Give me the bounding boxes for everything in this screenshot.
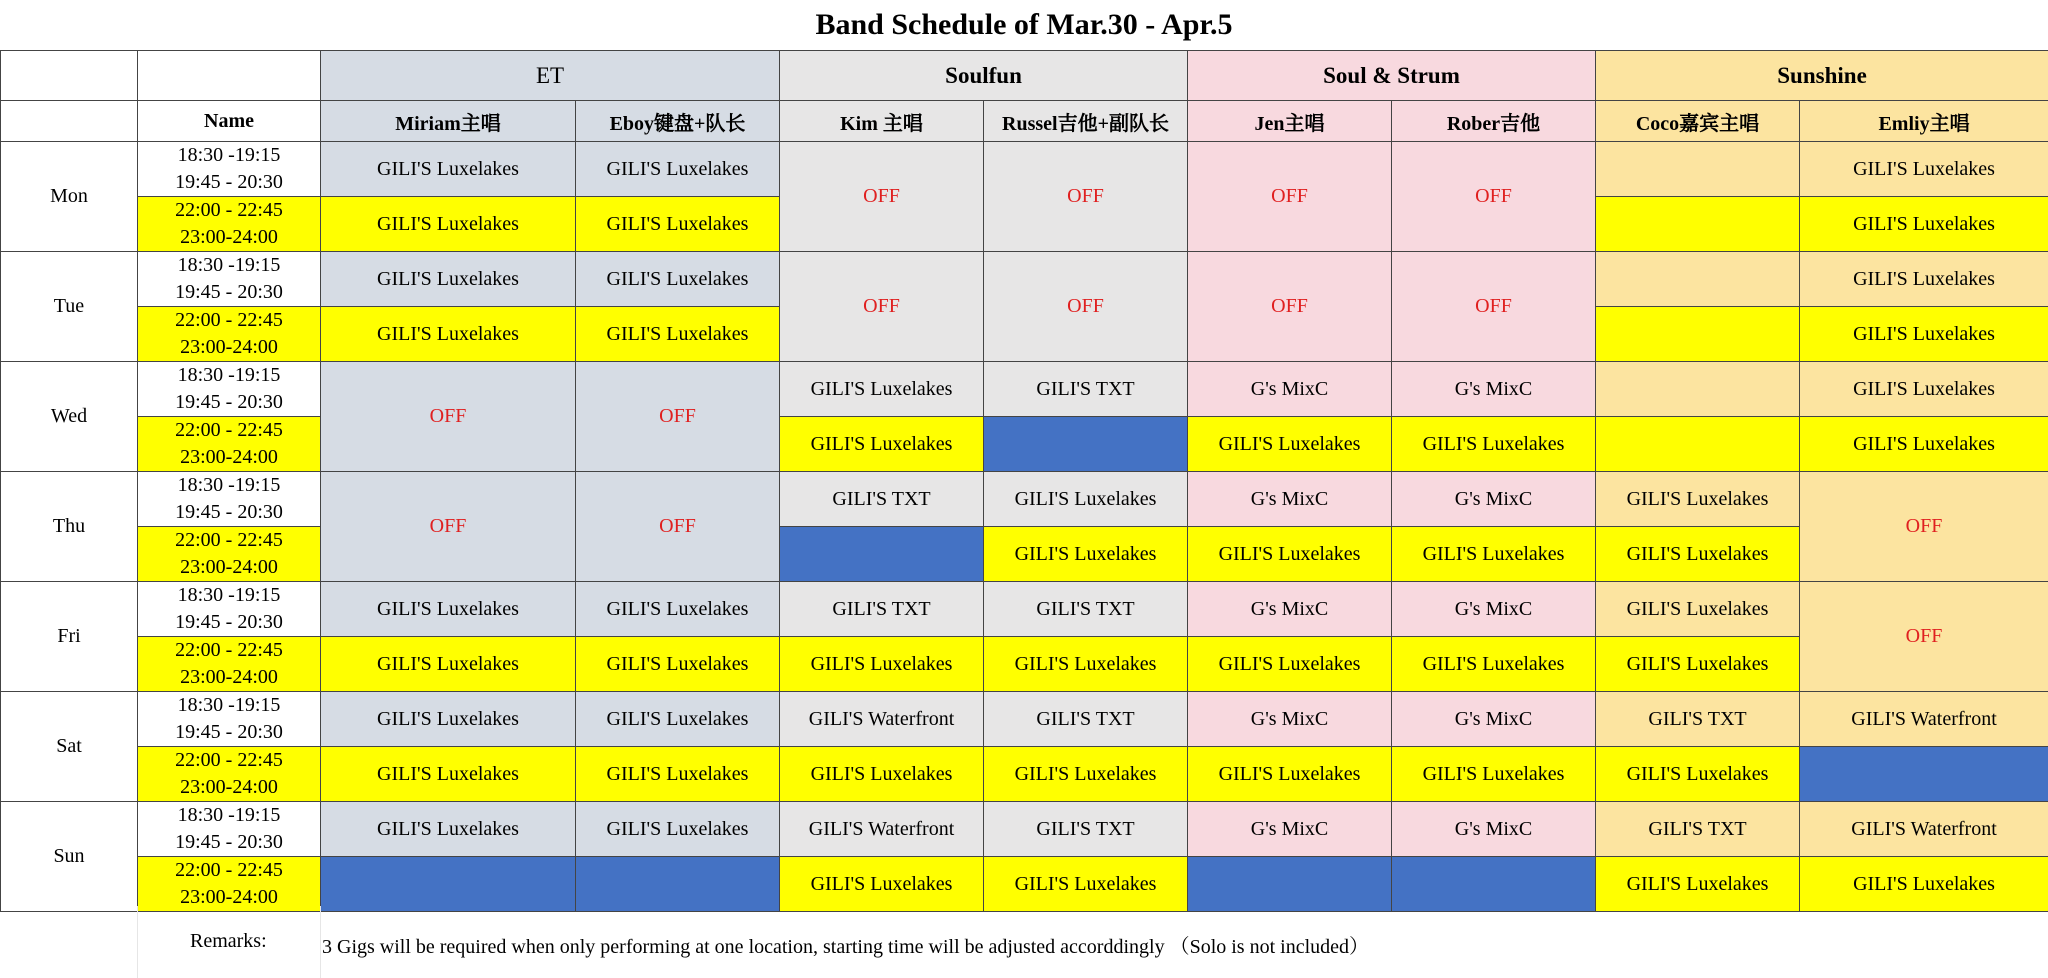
day-label: Sat [1, 692, 138, 802]
empty-slot-cell [1188, 857, 1392, 912]
schedule-row [1, 252, 2048, 307]
gig-cell: GILI'S Luxelakes [1596, 527, 1800, 582]
time-range: 23:00-24:00 [180, 886, 278, 908]
time-range: 23:00-24:00 [180, 226, 278, 248]
gig-cell: GILI'S Luxelakes [321, 692, 576, 747]
empty-slot-cell [1596, 197, 1800, 252]
gig-cell: G's MixC [1188, 582, 1392, 637]
time-slot [138, 582, 321, 637]
time-range: 18:30 -19:15 [177, 584, 281, 606]
time-slot [138, 692, 321, 747]
gig-cell: GILI'S Luxelakes [984, 637, 1188, 692]
gig-cell: GILI'S Luxelakes [1800, 197, 2048, 252]
day-label: Tue [1, 252, 138, 362]
gig-cell: GILI'S Luxelakes [321, 307, 576, 362]
gig-cell: GILI'S Luxelakes [576, 307, 780, 362]
page-title: Band Schedule of Mar.30 - Apr.5 [0, 0, 2048, 51]
gig-cell: GILI'S Luxelakes [780, 417, 984, 472]
member-header: Russel吉他+副队长 [984, 101, 1188, 142]
schedule-row [1, 802, 2048, 857]
band-header-soul-strum: Soul & Strum [1188, 51, 1596, 101]
off-cell: OFF [1188, 142, 1392, 252]
gig-cell: GILI'S Luxelakes [780, 637, 984, 692]
time-range: 19:45 - 20:30 [175, 831, 283, 853]
gig-cell: GILI'S Luxelakes [1596, 747, 1800, 802]
gig-cell: GILI'S TXT [1596, 692, 1800, 747]
time-range: 22:00 - 22:45 [175, 639, 283, 661]
member-header: Miriam主唱 [321, 101, 576, 142]
time-range: 23:00-24:00 [180, 336, 278, 358]
time-range: 18:30 -19:15 [177, 144, 281, 166]
gig-cell: GILI'S Luxelakes [576, 747, 780, 802]
off-cell: OFF [1800, 582, 2048, 692]
off-cell: OFF [1188, 252, 1392, 362]
gig-cell: GILI'S Waterfront [780, 692, 984, 747]
gig-cell: GILI'S Luxelakes [321, 197, 576, 252]
off-cell: OFF [984, 142, 1188, 252]
empty-slot-cell [1596, 142, 1800, 197]
gig-cell: GILI'S TXT [780, 472, 984, 527]
time-range: 22:00 - 22:45 [175, 529, 283, 551]
day-label: Fri [1, 582, 138, 692]
off-cell: OFF [321, 362, 576, 472]
member-header: Jen主唱 [1188, 101, 1392, 142]
day-label: Thu [1, 472, 138, 582]
schedule-table [0, 50, 2048, 912]
empty-slot-cell [1392, 857, 1596, 912]
gig-cell: GILI'S TXT [984, 582, 1188, 637]
gig-cell: GILI'S Luxelakes [576, 802, 780, 857]
time-range: 18:30 -19:15 [177, 694, 281, 716]
gig-cell: GILI'S Waterfront [1800, 692, 2048, 747]
gig-cell: GILI'S TXT [780, 582, 984, 637]
time-slot [138, 197, 321, 252]
off-cell: OFF [780, 252, 984, 362]
schedule-row [1, 637, 2048, 692]
gig-cell: GILI'S Luxelakes [321, 582, 576, 637]
schedule-row [1, 362, 2048, 417]
gig-cell: GILI'S Luxelakes [576, 582, 780, 637]
remarks-text: 3 Gigs will be required when only performing at one location, starting time will be adjusted accorddingly （Solo is not included） [322, 936, 1370, 958]
member-header-row [1, 101, 2048, 142]
gig-cell: GILI'S TXT [984, 362, 1188, 417]
gig-cell: GILI'S Luxelakes [1596, 637, 1800, 692]
gig-cell: GILI'S Luxelakes [576, 692, 780, 747]
gig-cell: GILI'S Luxelakes [780, 857, 984, 912]
gig-cell: GILI'S Luxelakes [576, 252, 780, 307]
gig-cell: GILI'S Luxelakes [984, 747, 1188, 802]
gig-cell: GILI'S Luxelakes [576, 637, 780, 692]
off-cell: OFF [1392, 252, 1596, 362]
gig-cell: GILI'S Luxelakes [576, 197, 780, 252]
time-range: 19:45 - 20:30 [175, 281, 283, 303]
schedule-row [1, 417, 2048, 472]
gig-cell: G's MixC [1392, 362, 1596, 417]
gig-cell: GILI'S Luxelakes [1392, 527, 1596, 582]
time-range: 19:45 - 20:30 [175, 171, 283, 193]
time-range: 22:00 - 22:45 [175, 749, 283, 771]
gig-cell: G's MixC [1188, 362, 1392, 417]
gig-cell: GILI'S Luxelakes [1800, 252, 2048, 307]
gig-cell: GILI'S Waterfront [1800, 802, 2048, 857]
time-range: 18:30 -19:15 [177, 474, 281, 496]
gig-cell: GILI'S Luxelakes [321, 637, 576, 692]
gig-cell: GILI'S Luxelakes [1188, 637, 1392, 692]
time-range: 19:45 - 20:30 [175, 721, 283, 743]
gig-cell: GILI'S Luxelakes [984, 472, 1188, 527]
corner-cell [1, 51, 138, 101]
band-header-et: ET [321, 51, 780, 101]
time-range: 23:00-24:00 [180, 776, 278, 798]
time-range: 23:00-24:00 [180, 446, 278, 468]
band-header-row [1, 51, 2048, 101]
time-range: 22:00 - 22:45 [175, 199, 283, 221]
gig-cell: GILI'S Luxelakes [321, 142, 576, 197]
empty-slot-cell [1596, 252, 1800, 307]
gig-cell: G's MixC [1188, 472, 1392, 527]
gig-cell: GILI'S Luxelakes [1188, 527, 1392, 582]
gig-cell: GILI'S TXT [984, 802, 1188, 857]
time-slot [138, 747, 321, 802]
time-slot [138, 857, 321, 912]
gig-cell: GILI'S Luxelakes [1596, 472, 1800, 527]
time-slot [138, 142, 321, 197]
schedule-row [1, 747, 2048, 802]
empty-slot-cell [1596, 417, 1800, 472]
day-label: Mon [1, 142, 138, 252]
off-cell: OFF [576, 472, 780, 582]
gig-cell: GILI'S Luxelakes [1800, 857, 2048, 912]
time-range: 19:45 - 20:30 [175, 501, 283, 523]
empty-slot-cell [321, 857, 576, 912]
gig-cell: GILI'S TXT [984, 692, 1188, 747]
member-header: Kim 主唱 [780, 101, 984, 142]
off-cell: OFF [1800, 472, 2048, 582]
time-slot [138, 417, 321, 472]
gig-cell: GILI'S Luxelakes [984, 857, 1188, 912]
gig-cell: GILI'S TXT [1596, 802, 1800, 857]
empty-slot-cell [1596, 362, 1800, 417]
member-header: Coco嘉宾主唱 [1596, 101, 1800, 142]
gig-cell: GILI'S Luxelakes [1188, 747, 1392, 802]
gig-cell: G's MixC [1188, 692, 1392, 747]
gig-cell: GILI'S Luxelakes [321, 747, 576, 802]
member-header: Eboy键盘+队长 [576, 101, 780, 142]
gig-cell: GILI'S Luxelakes [1392, 747, 1596, 802]
time-range: 19:45 - 20:30 [175, 611, 283, 633]
corner-cell [138, 51, 321, 101]
gig-cell: GILI'S Luxelakes [1800, 362, 2048, 417]
gig-cell: G's MixC [1392, 802, 1596, 857]
gig-cell: G's MixC [1392, 582, 1596, 637]
gig-cell: G's MixC [1188, 802, 1392, 857]
off-cell: OFF [780, 142, 984, 252]
time-slot [138, 802, 321, 857]
gig-cell: GILI'S Luxelakes [780, 362, 984, 417]
time-slot [138, 637, 321, 692]
schedule-row [1, 527, 2048, 582]
gig-cell: GILI'S Luxelakes [1800, 417, 2048, 472]
gig-cell: GILI'S Luxelakes [1800, 307, 2048, 362]
gig-cell: GILI'S Luxelakes [1392, 637, 1596, 692]
gig-cell: GILI'S Luxelakes [1392, 417, 1596, 472]
schedule-row [1, 692, 2048, 747]
off-cell: OFF [321, 472, 576, 582]
time-range: 23:00-24:00 [180, 666, 278, 688]
gig-cell: G's MixC [1392, 472, 1596, 527]
time-range: 19:45 - 20:30 [175, 391, 283, 413]
off-cell: OFF [1392, 142, 1596, 252]
gig-cell: GILI'S Luxelakes [1596, 582, 1800, 637]
off-cell: OFF [984, 252, 1188, 362]
band-header-sunshine: Sunshine [1596, 51, 2048, 101]
time-slot [138, 252, 321, 307]
empty-slot-cell [780, 527, 984, 582]
time-range: 18:30 -19:15 [177, 364, 281, 386]
time-slot [138, 527, 321, 582]
schedule-row [1, 142, 2048, 197]
schedule-row [1, 472, 2048, 527]
day-label: Sun [1, 802, 138, 912]
time-range: 23:00-24:00 [180, 556, 278, 578]
empty-slot-cell [984, 417, 1188, 472]
gig-cell: GILI'S Luxelakes [780, 747, 984, 802]
gig-cell: GILI'S Luxelakes [576, 142, 780, 197]
band-header-soulfun: Soulfun [780, 51, 1188, 101]
time-range: 22:00 - 22:45 [175, 309, 283, 331]
gig-cell: GILI'S Luxelakes [1800, 142, 2048, 197]
gig-cell: GILI'S Luxelakes [1188, 417, 1392, 472]
time-range: 18:30 -19:15 [177, 804, 281, 826]
time-slot [138, 362, 321, 417]
gig-cell: GILI'S Luxelakes [321, 802, 576, 857]
gig-cell: GILI'S Luxelakes [321, 252, 576, 307]
off-cell: OFF [576, 362, 780, 472]
day-label: Wed [1, 362, 138, 472]
time-slot [138, 472, 321, 527]
name-header: Name [138, 101, 321, 142]
time-range: 18:30 -19:15 [177, 254, 281, 276]
time-range: 22:00 - 22:45 [175, 419, 283, 441]
gig-cell: GILI'S Luxelakes [984, 527, 1188, 582]
gig-cell: GILI'S Waterfront [780, 802, 984, 857]
remarks-label: Remarks: [190, 930, 267, 952]
corner-cell [1, 101, 138, 142]
empty-slot-cell [1596, 307, 1800, 362]
empty-slot-cell [1800, 747, 2048, 802]
remarks-row [0, 906, 2048, 978]
time-range: 22:00 - 22:45 [175, 859, 283, 881]
gig-cell: GILI'S Luxelakes [1596, 857, 1800, 912]
member-header: Emliy主唱 [1800, 101, 2048, 142]
schedule-row [1, 857, 2048, 912]
gig-cell: G's MixC [1392, 692, 1596, 747]
empty-slot-cell [576, 857, 780, 912]
schedule-row [1, 582, 2048, 637]
time-slot [138, 307, 321, 362]
member-header: Rober吉他 [1392, 101, 1596, 142]
